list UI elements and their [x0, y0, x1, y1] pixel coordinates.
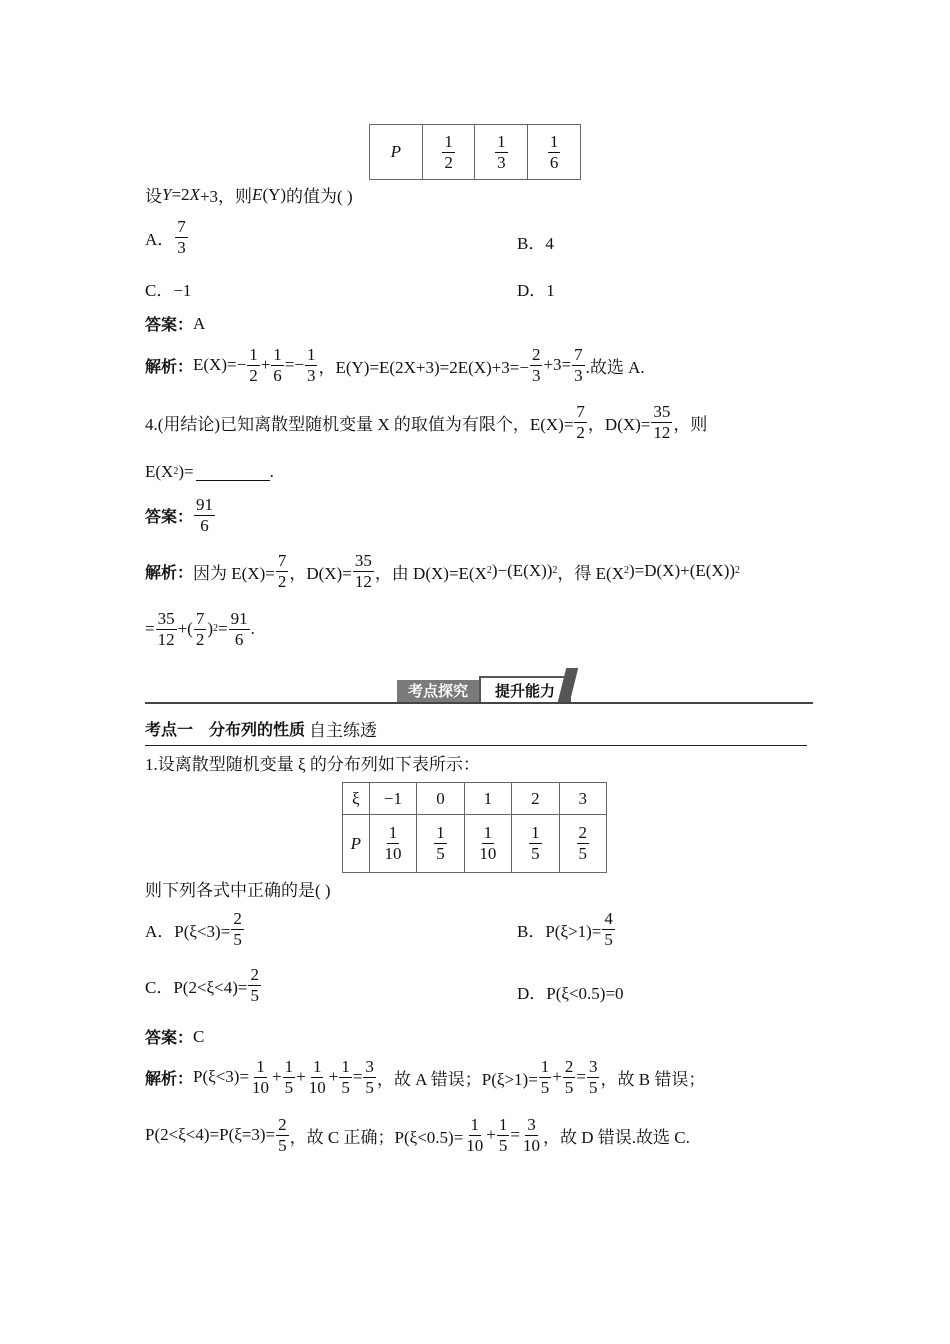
q3-option-b: B．4 [517, 234, 554, 253]
q4-blank-line: E(X 2 )= . [145, 462, 274, 481]
q1-analysis-line1: 解析： P(ξ<3)= $\frac{1}{10}$ + $\frac{1}{5}$ + $\frac{1}{10}$ + $\frac{1}{5}$ = $\frac{3}{5}$ ，故 A 错误；P(ξ>1)= $\frac{1}{5}$ + $\frac{2}{5}$ = $\frac{3}{5}$ ，故 B 错误； [145, 1057, 706, 1097]
table-label-p: P [370, 125, 423, 180]
section-banner [145, 668, 813, 704]
q1-answer: 答案： C [145, 1026, 205, 1047]
table-label-p: P [343, 815, 370, 873]
answer-blank[interactable] [196, 464, 270, 481]
q1-option-a: A．P(ξ<3)= $\frac{2}{5}$ [145, 909, 242, 949]
table-cell: $\frac{1}{10}$ [464, 815, 512, 873]
q1-option-c: C．P(2<ξ<4)= $\frac{2}{5}$ [145, 965, 259, 1005]
q1-option-b: B．P(ξ>1)= $\frac{4}{5}$ [517, 909, 613, 949]
q4-analysis-line1: 解析： 因为 E(X)= $\frac{7}{2}$ ，D(X)= $\frac{35}{12}$ ，由 D(X)=E(X 2 )−(E(X)) 2 ，得 E(X 2 )=D(X)+(E(X)) 2 [145, 551, 741, 591]
table-header-cell: 1 [464, 783, 512, 815]
table-cell: $\frac{1}{2}$ [422, 125, 475, 180]
q3-option-c: C．−1 [145, 281, 192, 300]
table-header-cell: −1 [369, 783, 417, 815]
table-cell: $\frac{1}{5}$ [417, 815, 464, 873]
table-cell: $\frac{1}{6}$ [528, 125, 581, 180]
table-header-cell: ξ [343, 783, 370, 815]
distribution-table-top [369, 124, 581, 180]
q4-answer: 答案： $\frac{91}{6}$ [145, 495, 214, 535]
banner-rule [145, 702, 813, 704]
banner-right-label: 提升能力 [479, 676, 571, 702]
q3-stem: 设 Y =2 X +3，则 E (Y) 的值为( ) [145, 184, 353, 206]
table-cell: $\frac{1}{10}$ [369, 815, 417, 873]
table-header-cell: 0 [417, 783, 464, 815]
table-header-cell: 3 [559, 783, 606, 815]
q3-option-a: A． $\frac{7}{3}$ [145, 217, 186, 257]
q1-option-d: D．P(ξ<0.5)=0 [517, 984, 624, 1003]
table-cell: $\frac{1}{5}$ [512, 815, 559, 873]
q1-question: 则下列各式中正确的是( ) [145, 881, 331, 900]
q3-option-d: D．1 [517, 281, 555, 300]
banner-tab-decoration [558, 668, 578, 702]
q1-stem: 1.设离散型随机变量 ξ 的分布列如下表所示： [145, 755, 480, 774]
table-header-cell: 2 [512, 783, 559, 815]
distribution-table-xi [342, 782, 607, 873]
section-heading: 考点一 分布列的性质 自主练透 [145, 720, 378, 740]
q3-answer: 答案： A [145, 313, 206, 334]
banner-left-label: 考点探究 [397, 680, 479, 702]
table-cell: $\frac{1}{3}$ [475, 125, 528, 180]
q4-analysis-line2: = $\frac{35}{12}$ +( $\frac{7}{2}$ ) 2 = $\frac{91}{6}$ . [145, 609, 255, 649]
q3-analysis: 解析： E(X)=− $\frac{1}{2}$ + $\frac{1}{6}$ =− $\frac{1}{3}$ ，E(Y)=E(2X+3)=2E(X)+3=− $\frac{2}{3}$ +3= $\frac{7}{3}$ .故选 A. [145, 345, 645, 385]
table-cell: $\frac{2}{5}$ [559, 815, 606, 873]
q4-stem: 4.(用结论)已知离散型随机变量 X 的取值为有限个，E(X)= $\frac{7}{2}$ ，D(X)= $\frac{35}{12}$ ，则 [145, 402, 708, 442]
section-rule [145, 745, 807, 746]
q1-analysis-line2: P(2<ξ<4)=P(ξ=3)= $\frac{2}{5}$ ，故 C 正确；P(ξ<0.5)= $\frac{1}{10}$ + $\frac{1}{5}$ = $\frac{3}{10}$ ，故 D 错误.故选 C. [145, 1115, 690, 1155]
